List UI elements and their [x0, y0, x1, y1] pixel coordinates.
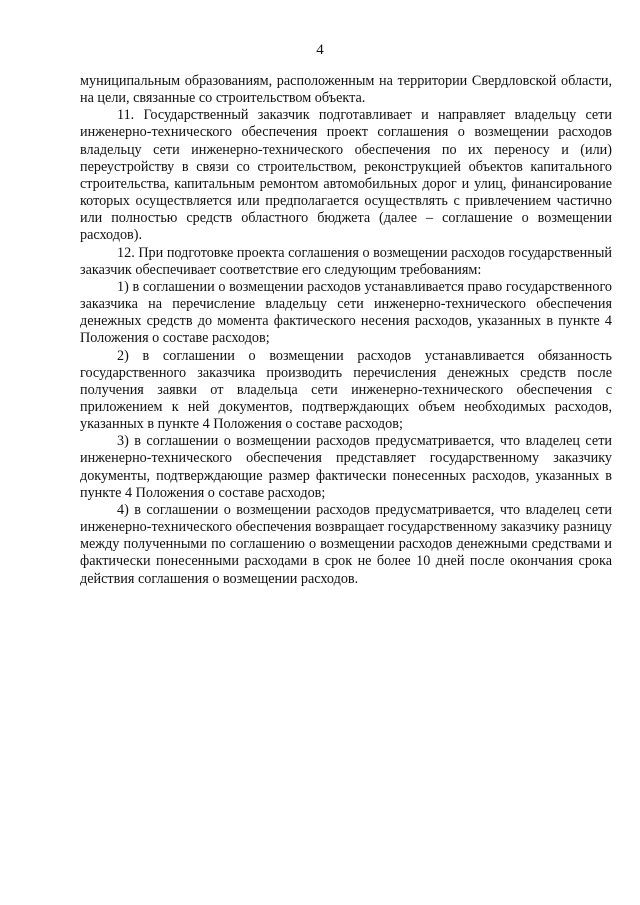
- paragraph-12-item-2: 2) в соглашении о возмещении расходов устанавливается обязанность государственного заказчика производить перечисления денежных средств после получения заявки от владельца сети инженерно-технического обеспечения с приложением к ней документов, подтверждающих объем необходимых расходов, указанных в пункте 4 Положения о составе расходов;: [80, 347, 612, 433]
- document-body: [80, 73, 612, 588]
- paragraph-12-item-3: 3) в соглашении о возмещении расходов предусматривается, что владелец сети инженерно-технического обеспечения представляет государственному заказчику документы, подтверждающие размер фактически понесенных расходов, указанных в пункте 4 Положения о составе расходов;: [80, 433, 612, 501]
- paragraph-continuation: муниципальным образованиям, расположенным на территории Свердловской области, на цели, связанные со строительством объекта.: [80, 73, 612, 107]
- page-number: 4: [316, 42, 324, 58]
- paragraph-12-item-4: 4) в соглашении о возмещении расходов предусматривается, что владелец сети инженерно-технического обеспечения возвращает государственному заказчику разницу между полученными по соглашению о возмещении расходов денежными средствами и фактически понесенными расходами в срок не более 10 дней после окончания срока действия соглашения о возмещении расходов.: [80, 501, 612, 587]
- paragraph-12-item-1: 1) в соглашении о возмещении расходов устанавливается право государственного заказчика на перечисление владельцу сети инженерно-технического обеспечения денежных средств до момента фактического несения расходов, указанных в пункте 4 Положения о составе расходов;: [80, 278, 612, 347]
- paragraph-11: 11. Государственный заказчик подготавливает и направляет владельцу сети инженерно-технического обеспечения проект соглашения о возмещении расходов владельцу сети инженерно-технического обеспечения по их переносу и (или) переустройству в связи со строительством, реконструкцией объектов капитального строительства, капитальным ремонтом автомобильных дорог и улиц, финансирование которых осуществляется или предполагается осуществлять с привлечением частично или полностью средств областного бюджета (далее – соглашение о возмещении расходов).: [80, 107, 612, 244]
- paragraph-12: 12. При подготовке проекта соглашения о возмещении расходов государственный заказчик обеспечивает соответствие его следующим требованиям:: [80, 244, 612, 278]
